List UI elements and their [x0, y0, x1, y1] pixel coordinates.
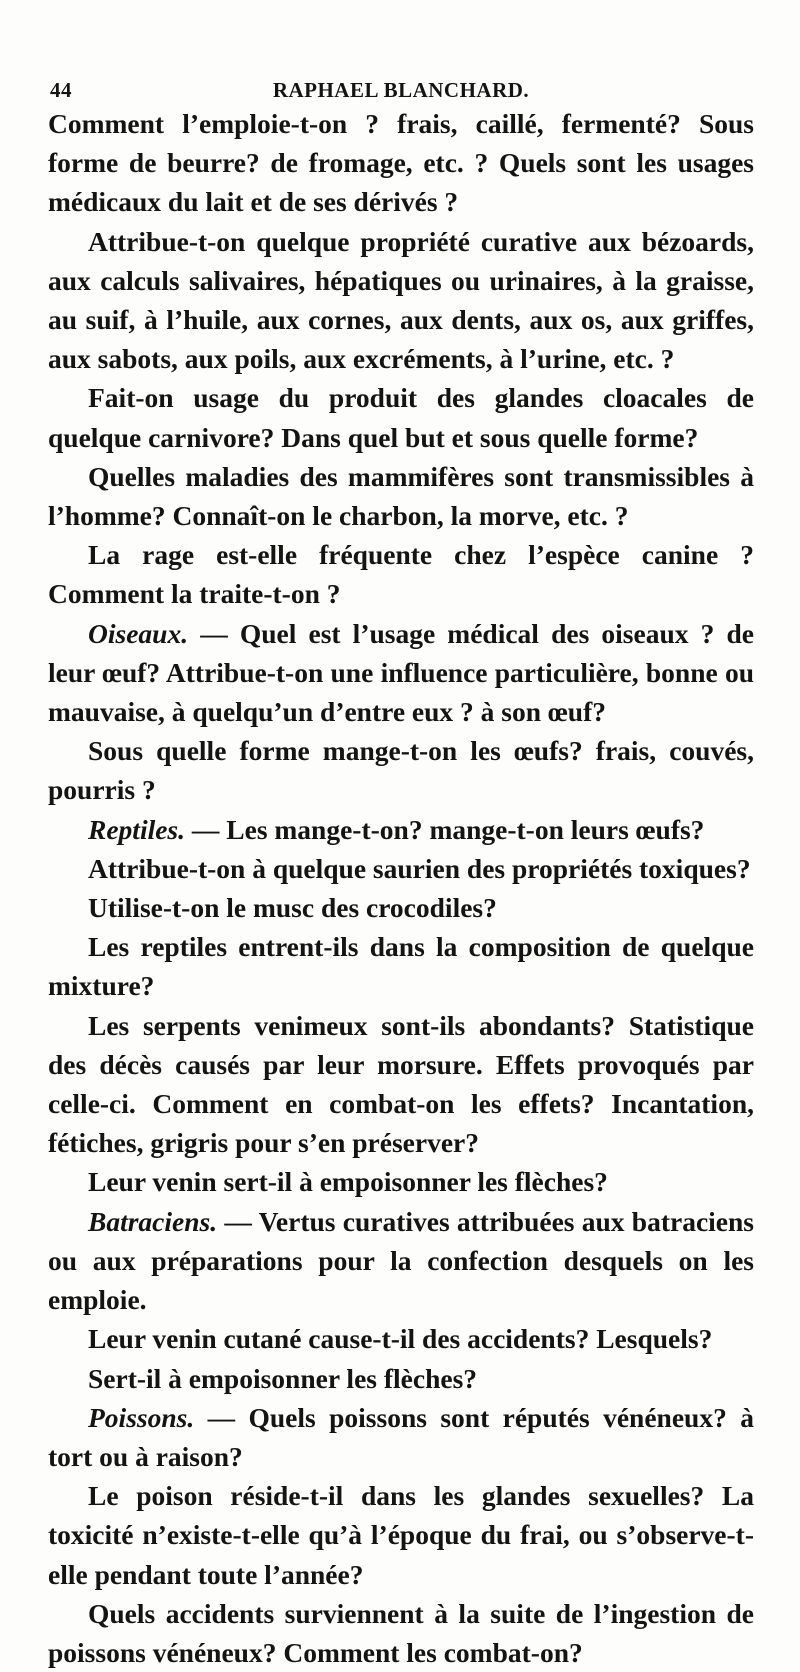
- paragraph: Les reptiles entrent-ils dans la composition de quelque mixture?: [48, 931, 754, 1002]
- paragraph: La rage est-elle fréquente chez l’espèce canine ? Comment la traite-t-on ?: [48, 539, 754, 610]
- page-number: 44: [50, 78, 72, 102]
- paragraph: Quels accidents surviennent à la suite de l’ingestion de poissons vénéneux? Comment les combat-on?: [48, 1597, 754, 1668]
- paragraph: Poissons. — Quels poissons sont réputés vénéneux? à tort ou à raison?: [48, 1401, 754, 1472]
- section-label: Batraciens.: [88, 1205, 218, 1237]
- page-header: [48, 68, 754, 104]
- section-label: Reptiles.: [88, 813, 186, 845]
- running-title: RAPHAEL BLANCHARD.: [272, 78, 530, 102]
- section-label: Poissons.: [88, 1401, 195, 1433]
- paragraph: Leur venin sert-il à empoisonner les flèches?: [88, 1166, 608, 1198]
- paragraph: Comment l’emploie-t-on ? frais, caillé, fermenté? Sous forme de beurre? de fromage, etc. ? Quels sont les usages médicaux du lait et de ses dérivés ?: [48, 108, 754, 218]
- book-page: [48, 68, 754, 1672]
- body-text: [48, 104, 754, 1672]
- section-label: Oiseaux.: [88, 617, 189, 649]
- paragraph: Fait-on usage du produit des glandes cloacales de quelque carnivore? Dans quel but et sous quelle forme?: [48, 382, 754, 453]
- paragraph: Attribue-t-on quelque propriété curative aux bézoards, aux calculs salivaires, hépatiques ou urinaires, à la graisse, au suif, à l’huile, aux cornes, aux dents, aux os, aux griffes, aux sabots, aux poils, aux excréments, à l’urine, etc. ?: [48, 225, 754, 375]
- paragraph: Leur venin cutané cause-t-il des accidents? Lesquels?: [88, 1323, 713, 1355]
- paragraph: Le poison réside-t-il dans les glandes sexuelles? La toxicité n’existe-t-elle qu’à l’époque du frai, ou s’observe-t-elle pendant toute l’année?: [48, 1480, 754, 1590]
- paragraph: Utilise-t-on le musc des crocodiles?: [88, 892, 497, 924]
- paragraph: Attribue-t-on à quelque saurien des propriétés toxiques?: [88, 852, 751, 884]
- paragraph: Batraciens. — Vertus curatives attribuées aux batraciens ou aux préparations pour la confection desquels on les emploie.: [48, 1205, 754, 1316]
- paragraph: Reptiles. — Les mange-t-on? mange-t-on leurs œufs?: [88, 813, 705, 845]
- paragraph: Sert-il à empoisonner les flèches?: [88, 1362, 478, 1394]
- paragraph: Sous quelle forme mange-t-on les œufs? frais, couvés, pourris ?: [48, 735, 754, 806]
- paragraph: Quelles maladies des mammifères sont transmissibles à l’homme? Connaît-on le charbon, la morve, etc. ?: [48, 460, 754, 532]
- paragraph: Oiseaux. — Quel est l’usage médical des oiseaux ? de leur œuf? Attribue-t-on une influence particulière, bonne ou mauvaise, à quelqu’un d’entre eux ? à son œuf?: [48, 617, 754, 728]
- paragraph: Les serpents venimeux sont-ils abondants? Statistique des décès causés par leur morsure. Effets provoqués par celle-ci. Comment en combat-on les effets? Incantation, fétiches, grigris pour s’en préserver?: [48, 1009, 754, 1159]
